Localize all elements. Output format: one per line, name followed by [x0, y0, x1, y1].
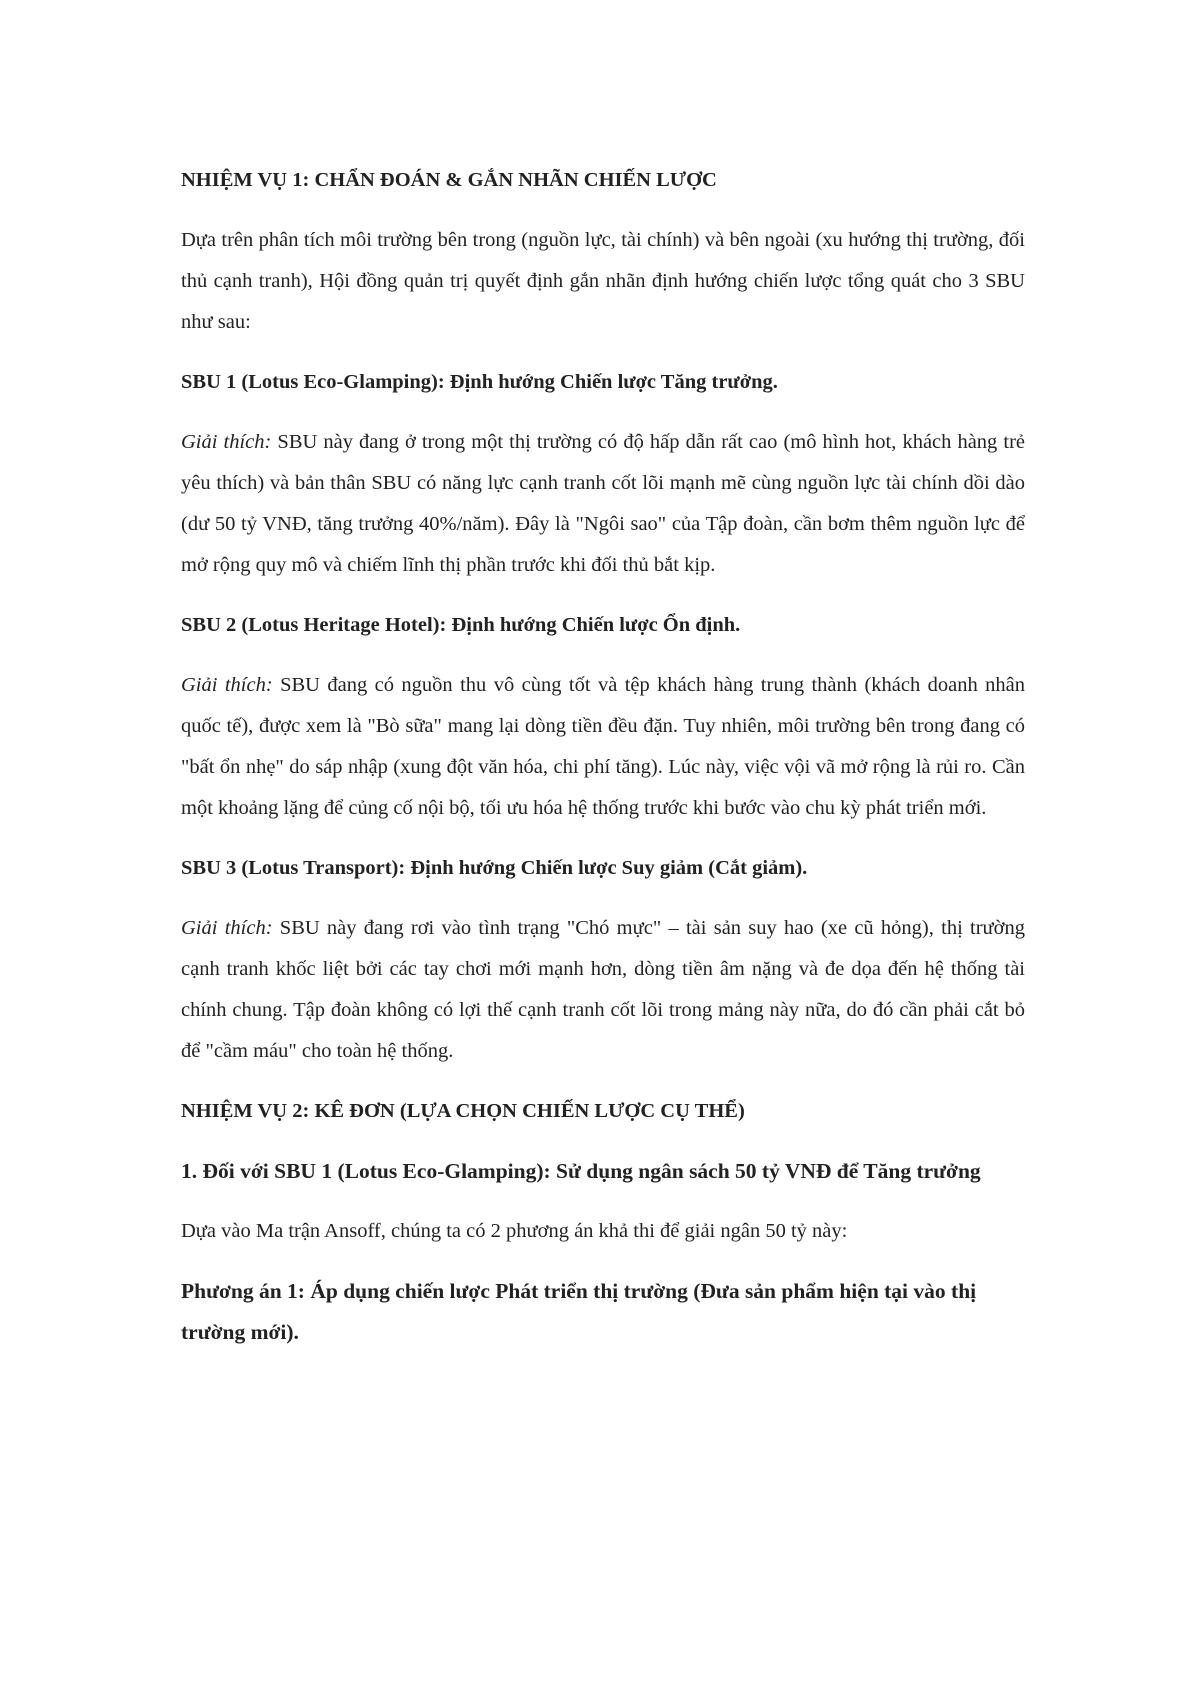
sbu2-explanation-text: SBU đang có nguồn thu vô cùng tốt và tệp khách hàng trung thành (khách doanh nhân quốc tế), được xem là "Bò sữa" mang lại dòng tiền đều đặn. Tuy nhiên, môi trường bên trong đang có "bất ổn nhẹ" do sáp nhập (xung đột văn hóa, chi phí tăng). Lúc này, việc vội vã mở rộng là rủi ro. Cần một khoảng lặng để củng cố nội bộ, tối ưu hóa hệ thống trước khi bước vào chu kỳ phát triển mới. [181, 674, 1025, 819]
task2-title: NHIỆM VỤ 2: KÊ ĐƠN (LỰA CHỌN CHIẾN LƯỢC CỤ THỂ) [181, 1100, 745, 1122]
sbu1-explanation [181, 422, 1025, 586]
task1-intro: Dựa trên phân tích môi trường bên trong (nguồn lực, tài chính) và bên ngoài (xu hướng thị trường, đối thủ cạnh tranh), Hội đồng quản trị quyết định gắn nhãn định hướng chiến lược tổng quát cho 3 SBU như sau: [181, 229, 1025, 333]
sbu3-explanation [181, 908, 1025, 1072]
document-page [181, 160, 1025, 1372]
task1-title: NHIỆM VỤ 1: CHẨN ĐOÁN & GẮN NHÃN CHIẾN LƯỢC [181, 169, 717, 191]
sbu3-explanation-label: Giải thích: [181, 917, 273, 939]
sbu3-heading: SBU 3 (Lotus Transport): Định hướng Chiến lược Suy giảm (Cắt giảm). [181, 857, 808, 879]
section1-intro: Dựa vào Ma trận Ansoff, chúng ta có 2 phương án khả thi để giải ngân 50 tỷ này: [181, 1220, 848, 1242]
section1-heading: 1. Đối với SBU 1 (Lotus Eco-Glamping): Sử dụng ngân sách 50 tỷ VNĐ để Tăng trưởng [181, 1159, 981, 1183]
sbu1-explanation-text: SBU này đang ở trong một thị trường có độ hấp dẫn rất cao (mô hình hot, khách hàng trẻ yêu thích) và bản thân SBU có năng lực cạnh tranh cốt lõi mạnh mẽ cùng nguồn lực tài chính dồi dào (dư 50 tỷ VNĐ, tăng trưởng 40%/năm). Đây là "Ngôi sao" của Tập đoàn, cần bơm thêm nguồn lực để mở rộng quy mô và chiếm lĩnh thị phần trước khi đối thủ bắt kịp. [181, 431, 1025, 576]
sbu1-heading: SBU 1 (Lotus Eco-Glamping): Định hướng Chiến lược Tăng trưởng. [181, 371, 778, 393]
sbu2-explanation-label: Giải thích: [181, 674, 273, 696]
sbu2-explanation [181, 665, 1025, 829]
sbu1-explanation-label: Giải thích: [181, 431, 272, 453]
sbu3-explanation-text: SBU này đang rơi vào tình trạng "Chó mực" – tài sản suy hao (xe cũ hỏng), thị trường cạnh tranh khốc liệt bởi các tay chơi mới mạnh hơn, dòng tiền âm nặng và đe dọa đến hệ thống tài chính chung. Tập đoàn không có lợi thế cạnh tranh cốt lõi trong mảng này nữa, do đó cần phải cắt bỏ để "cầm máu" cho toàn hệ thống. [181, 917, 1025, 1062]
sbu2-heading: SBU 2 (Lotus Heritage Hotel): Định hướng Chiến lược Ổn định. [181, 614, 741, 636]
option1-heading: Phương án 1: Áp dụng chiến lược Phát triển thị trường (Đưa sản phẩm hiện tại vào thị trường mới). [181, 1279, 977, 1344]
